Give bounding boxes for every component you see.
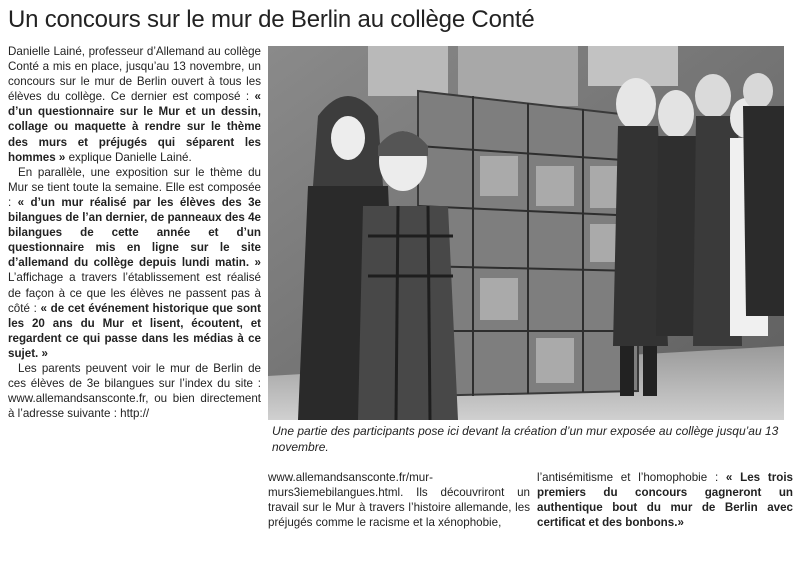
- p5-text: l’antisémitisme et l’homophobie :: [537, 471, 726, 484]
- photo-caption: Une partie des participants pose ici devant la création d’un mur exposée au collège jusqu’au 13 novembre.: [272, 424, 779, 454]
- paragraph-4: www.allemandsansconte.fr/mur-murs3iemebilangues.html. Ils découvriront un travail sur le Mur à travers l’histoire allemande, les préjugés comme le racisme et la xénophobie,: [268, 471, 530, 530]
- photo-illustration: [268, 46, 784, 420]
- p2-quote-2: « de cet événement historique que sont les 20 ans du Mur et lisent, écoutent, et regardent ce qui passe dans les médias à ce sujet. »: [8, 301, 261, 360]
- article-column-1: [8, 44, 261, 572]
- p2-text: En parallèle, une exposition sur le thème du Mur se tient toute la semaine. Elle est composée :: [8, 165, 261, 209]
- p5-quote: « Les trois premiers du concours gagneront un authentique bout du mur de Berlin avec certificat et des bonbons.»: [537, 471, 793, 530]
- p1-text: Danielle Lainé, professeur d’Allemand au collège Conté a mis en place, jusqu’au 13 novembre, un concours sur le mur de Berlin ouvert à tous les élèves du collège. Ce dernier est composé :: [8, 45, 261, 104]
- paragraph-1: [8, 44, 261, 165]
- article-column-3: [537, 470, 793, 572]
- p2-quote: « d’un mur réalisé par les élèves des 3e bilangues de l’an dernier, de panneaux des 4e bilangues de cette année et d’un questionnaire mis en ligne sur le site d’allemand du collège depuis lundi matin. »: [8, 195, 261, 270]
- p2-text-2: L’affichage a travers l’établissement est réalisé de façon à ce que les élèves ne passent pas à côté :: [8, 271, 261, 315]
- article-column-2: [268, 470, 530, 572]
- article-headline: Un concours sur le mur de Berlin au collège Conté: [8, 6, 535, 33]
- article-photo: [268, 46, 784, 420]
- p1-quote: « d’un questionnaire sur le Mur et un dessin, collage ou maquette à rendre sur le thème des murs et préjugés qui séparent les hommes »: [8, 90, 261, 164]
- paragraph-3: Les parents peuvent voir le mur de Berlin de ces élèves de 3e bilangues sur l’index du site : www.allemandsansconte.fr, ou bien directement à l’adresse suivante : http://: [8, 361, 261, 421]
- paragraph-2: [8, 165, 261, 361]
- p1-attribution: explique Danielle Lainé.: [65, 150, 192, 164]
- paragraph-5: [537, 470, 793, 530]
